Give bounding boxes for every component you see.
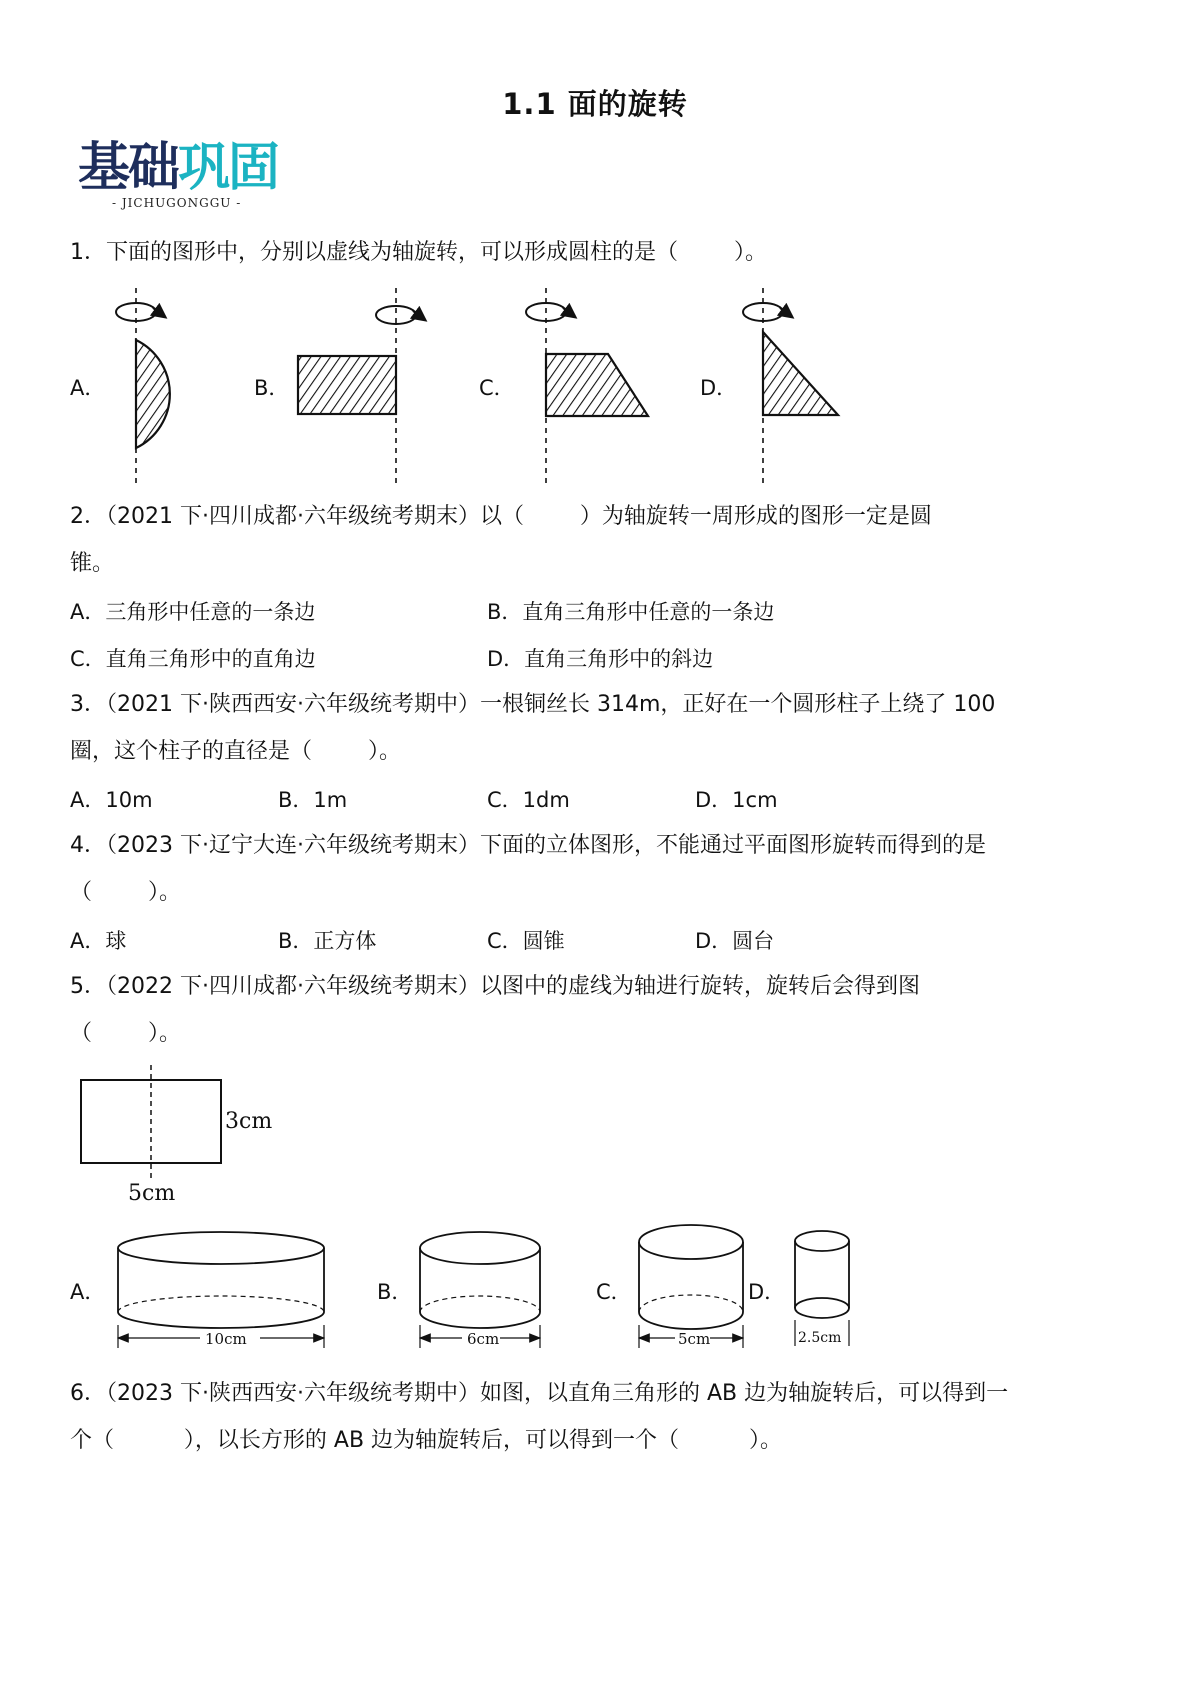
q4-option-c: C．圆锥 (487, 929, 565, 953)
q3-line1: 3．（2021 下·陕西西安·六年级统考期中）一根铜丝长 314m，正好在一个圆形柱子上绕了 100 (70, 692, 996, 717)
q4-line1: 4．（2023 下·辽宁大连·六年级统考期末）下面的立体图形，不能通过平面图形旋转而得到的是 (70, 833, 986, 858)
q5-cylinder-b (420, 1232, 540, 1348)
q3-option-a: A．10m (70, 788, 153, 812)
q3-option-b: B．1m (278, 788, 348, 812)
q5-cyl-a-label: 10cm (205, 1330, 247, 1348)
logo-text (78, 140, 278, 196)
q5-rect-height-label: 3cm (225, 1109, 273, 1134)
q1-option-c: C． (479, 376, 515, 400)
q4-option-a: A．球 (70, 929, 127, 953)
q1-figures (0, 270, 1190, 490)
q1-option-b: B． (254, 376, 290, 400)
q6-line2: 个（ ），以长方形的 AB 边为轴旋转后，可以得到一个（ ）。 (70, 1428, 782, 1453)
q5-line2: （ ）。 (70, 1021, 181, 1046)
q1-text: 1．下面的图形中，分别以虚线为轴旋转，可以形成圆柱的是（ ）。 (70, 240, 767, 265)
q2-option-a: A．三角形中任意的一条边 (70, 600, 316, 624)
q5-cyl-d-label: 2.5cm (798, 1330, 842, 1346)
q5-cylinder-a (118, 1232, 324, 1348)
q4-line2: （ ）。 (70, 880, 181, 905)
q1-option-a: A． (70, 376, 106, 400)
q2-option-b: B．直角三角形中任意的一条边 (487, 600, 775, 624)
q1-option-d: D． (700, 376, 738, 400)
section-logo (78, 140, 278, 210)
q5-cyl-c-label: 5cm (678, 1330, 711, 1348)
q5-option-d: D． (748, 1280, 786, 1304)
q4-option-d: D．圆台 (695, 929, 775, 953)
logo-subtitle: - JICHUGONGGU - (112, 196, 242, 210)
q3-option-d: D．1cm (695, 788, 778, 812)
q2-line1: 2．（2021 下·四川成都·六年级统考期末）以（ ）为轴旋转一周形成的图形一定是圆 (70, 504, 932, 529)
q1-figure-c (526, 288, 648, 485)
q1-figure-d (743, 288, 838, 485)
page-title: 1.1 面的旋转 (502, 87, 688, 121)
logo-part1: 基础 (78, 138, 179, 198)
q5-cylinder-c (639, 1225, 743, 1348)
q5-cylinder-d (795, 1231, 849, 1346)
q2-option-c: C．直角三角形中的直角边 (70, 647, 316, 671)
q1-figure-b (298, 288, 421, 485)
logo-part2: 巩固 (178, 138, 279, 198)
q5-rect-width-label: 5cm (128, 1181, 176, 1206)
q5-cyl-b-label: 6cm (467, 1330, 500, 1348)
q5-line1: 5．（2022 下·四川成都·六年级统考期末）以图中的虚线为轴进行旋转，旋转后会得到图 (70, 974, 920, 999)
q6-line1: 6．（2023 下·陕西西安·六年级统考期中）如图，以直角三角形的 AB 边为轴旋转后，可以得到一 (70, 1381, 1009, 1406)
q2-line2: 锥。 (70, 551, 115, 576)
q2-option-d: D．直角三角形中的斜边 (487, 647, 714, 671)
q5-rectangle-figure (0, 1060, 320, 1210)
q4-option-b: B．正方体 (278, 929, 377, 953)
q5-option-c: C． (596, 1280, 632, 1304)
q5-cylinders (0, 1220, 900, 1360)
q5-option-b: B． (377, 1280, 413, 1304)
q1-figure-a (116, 288, 170, 485)
q3-line2: 圈，这个柱子的直径是（ ）。 (70, 739, 401, 764)
q3-option-c: C．1dm (487, 788, 570, 812)
q5-option-a: A． (70, 1280, 106, 1304)
